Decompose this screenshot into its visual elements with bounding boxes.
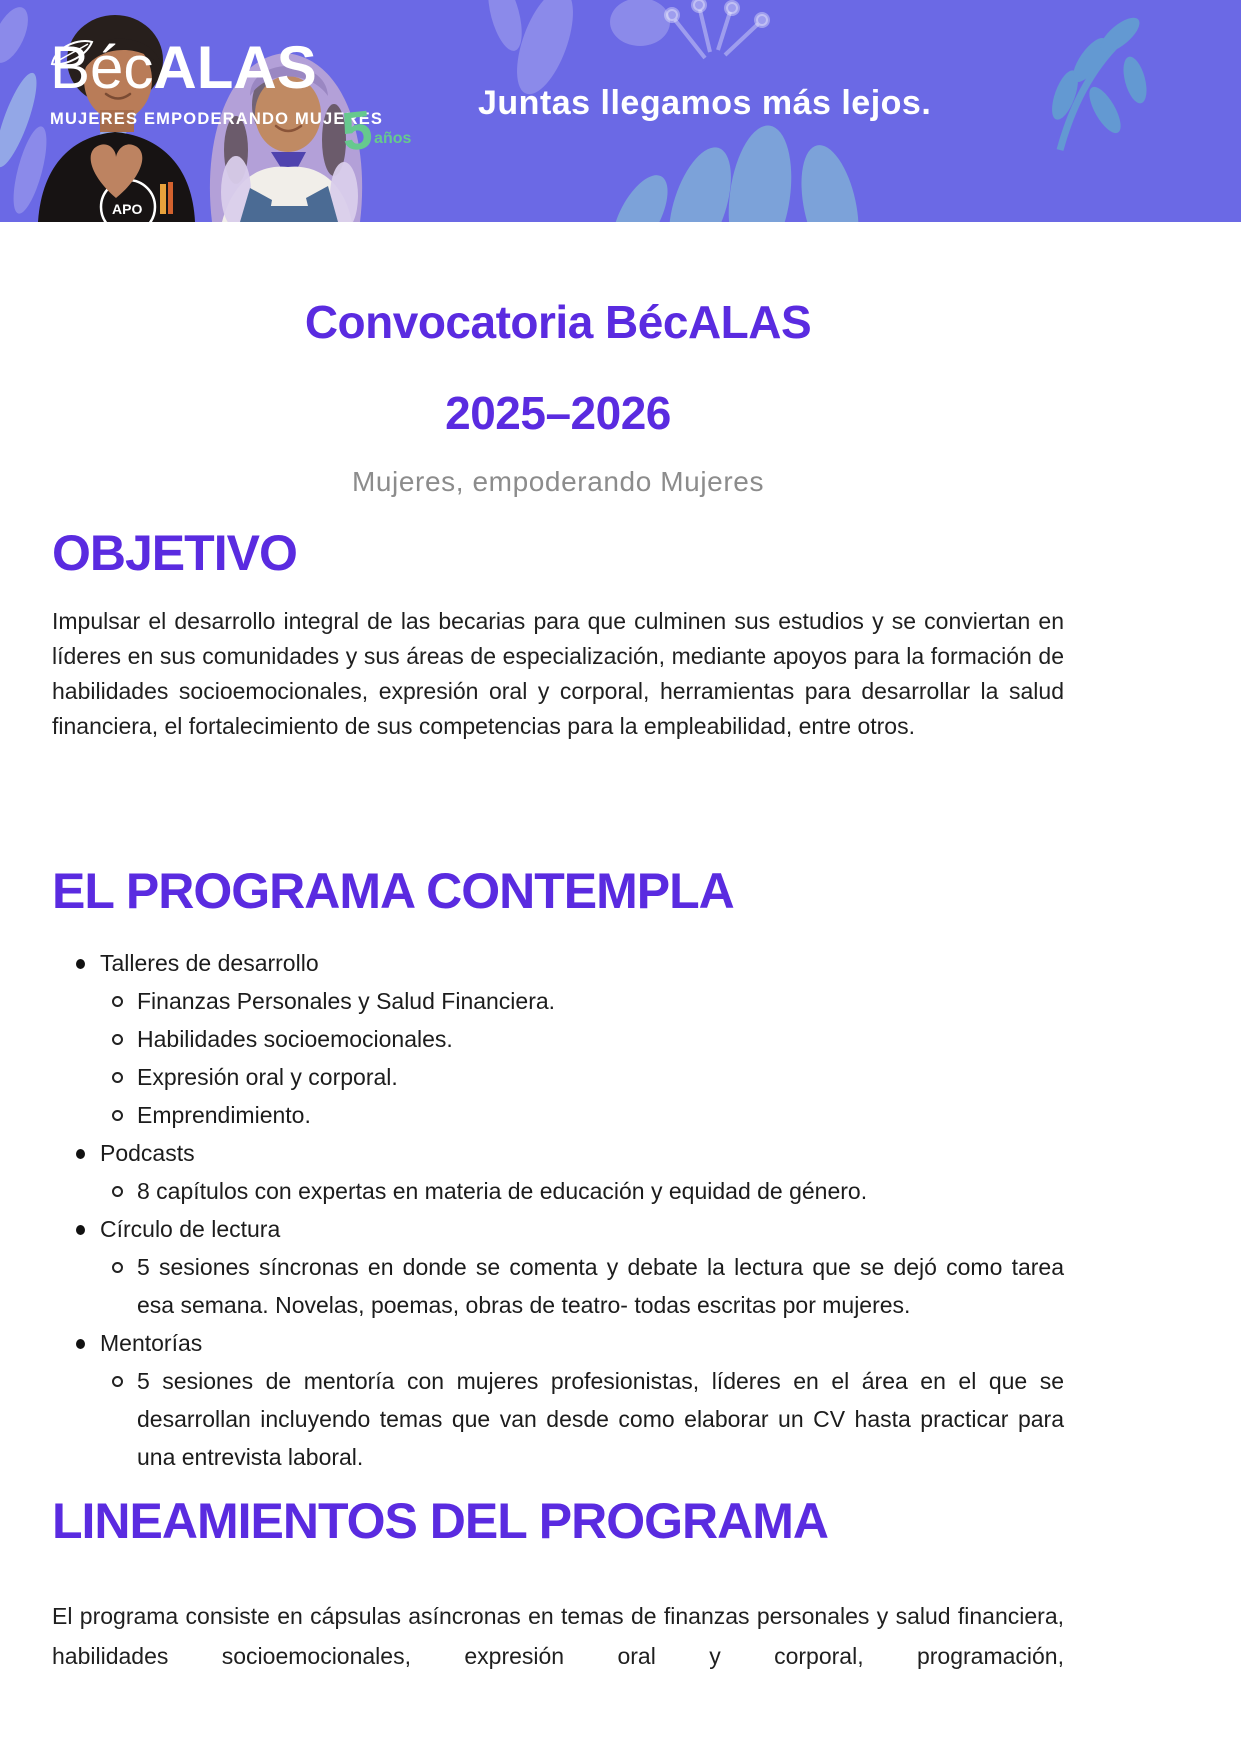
program-list-item <box>52 944 1064 1134</box>
program-list-item-label: Talleres de desarrollo <box>100 949 319 976</box>
anniversary-number: 5 <box>338 99 376 163</box>
section-heading-lineamientos: LINEAMIENTOS DEL PROGRAMA <box>52 1492 828 1549</box>
program-sublist <box>100 1248 1064 1324</box>
program-list-item <box>52 1210 1064 1324</box>
feather-icon <box>50 38 94 68</box>
program-list-item-label: Círculo de lectura <box>100 1215 281 1242</box>
logo-bec: Béc <box>50 34 154 101</box>
program-list-item <box>52 1324 1064 1476</box>
program-sublist-item: Finanzas Personales y Salud Financiera. <box>100 982 1064 1020</box>
logo-wordmark <box>50 34 383 101</box>
program-list-item-label: Mentorías <box>100 1329 203 1356</box>
logo-tagline: MUJERES EMPODERANDO MUJERES <box>50 110 384 128</box>
section-heading-objetivo: OBJETIVO <box>52 524 297 581</box>
program-sublist-item: Habilidades socioemocionales. <box>100 1020 1064 1058</box>
logo-alas: ALAS <box>153 34 317 101</box>
doc-title-years: 2025–2026 <box>445 386 671 439</box>
program-sublist <box>100 982 1064 1134</box>
lineamientos-paragraph: El programa consiste en cápsulas asíncronas en temas de finanzas personales y salud financiera, habilidades socioemocionales, expresión oral y corporal, programación, <box>52 1602 1064 1669</box>
program-sublist-item: Expresión oral y corporal. <box>100 1058 1064 1096</box>
document-content <box>52 296 1064 1676</box>
banner <box>0 0 1241 222</box>
doc-title: Convocatoria BécALAS <box>304 296 812 348</box>
program-sublist-item: 5 sesiones síncronas en donde se comenta y debate la lectura que se dejó como tarea esa semana. Novelas, poemas, obras de teatro- todas escritas por mujeres. <box>100 1248 1064 1324</box>
svg-text:APO: APO <box>112 201 143 217</box>
anniversary-badge <box>338 99 432 163</box>
program-list-item-label: Podcasts <box>100 1139 195 1166</box>
program-list <box>52 944 1064 1476</box>
program-sublist-item: Emprendimiento. <box>100 1096 1064 1134</box>
program-sublist <box>100 1172 1064 1210</box>
banner-slogan: Juntas llegamos más lejos. <box>478 84 932 122</box>
objetivo-paragraph: Impulsar el desarrollo integral de las becarias para que culminen sus estudios y se conviertan en líderes en sus comunidades y sus áreas de especialización, mediante apoyos para la formación de habilidades socioemocionales, expresión oral y corporal, herramientas para desarrollar la salud financiera, el fortalecimiento de sus competencias para la empleabilidad, entre otros. <box>52 607 1064 739</box>
program-list-item <box>52 1134 1064 1210</box>
doc-subtitle: Mujeres, empoderando Mujeres <box>351 465 765 497</box>
section-heading-programa: EL PROGRAMA CONTEMPLA <box>52 862 734 919</box>
becalas-logo <box>50 34 412 163</box>
program-sublist-item: 5 sesiones de mentoría con mujeres profesionistas, líderes en el área en el que se desarrollan incluyendo temas que van desde como elaborar un CV hasta practicar para una entrevista laboral. <box>100 1362 1064 1476</box>
program-sublist-item: 8 capítulos con expertas en materia de educación y equidad de género. <box>100 1172 1064 1210</box>
anniversary-label: años <box>374 130 412 147</box>
program-sublist <box>100 1362 1064 1476</box>
